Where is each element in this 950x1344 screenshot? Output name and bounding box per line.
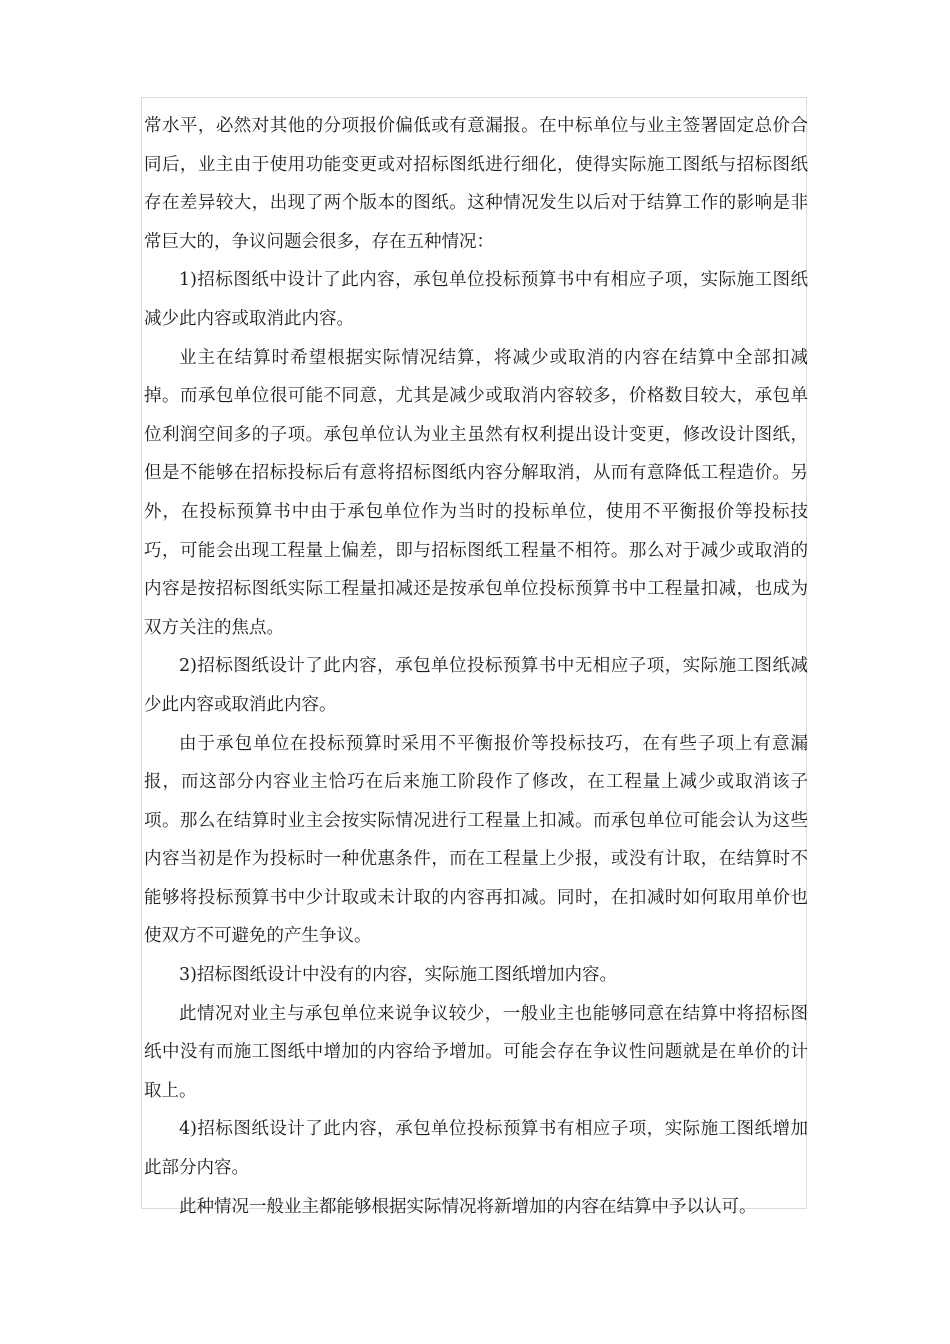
- paragraph-case-4-detail: 此种情况一般业主都能够根据实际情况将新增加的内容在结算中予以认可。: [179, 1196, 757, 1217]
- paragraph-case-1: 1)招标图纸中设计了此内容，承包单位投标预算书中有相应子项，实际施工图纸减少此内容或取消此内容。: [144, 270, 808, 329]
- paragraph-case-2-detail: 由于承包单位在投标预算时采用不平衡报价等投标技巧，在有些子项上有意漏报，而这部分内容业主恰巧在后来施工阶段作了修改，在工程量上减少或取消该子项。那么在结算时业主会按实际情况进行工程量上扣减。而承包单位可能会认为这些内容当初是作为投标时一种优惠条件，而在工程量上少报，或没有计取，在结算时不能够将投标预算书中少计取或未计取的内容再扣减。同时，在扣减时如何取用单价也使双方不可避免的产生争议。: [144, 733, 808, 947]
- paragraph-case-2: 2)招标图纸设计了此内容，承包单位投标预算书中无相应子项，实际施工图纸减少此内容或取消此内容。: [144, 656, 808, 715]
- paragraph-intro: 常水平，必然对其他的分项报价偏低或有意漏报。在中标单位与业主签署固定总价合同后，业主由于使用功能变更或对招标图纸进行细化，使得实际施工图纸与招标图纸存在差异较大，出现了两个版本的图纸。这种情况发生以后对于结算工作的影响是非常巨大的，争议问题会很多，存在五种情况：: [144, 116, 808, 252]
- paragraph-case-3: 3)招标图纸设计中没有的内容，实际施工图纸增加内容。: [179, 965, 617, 986]
- document-body: [144, 107, 808, 1226]
- paragraph-case-1-detail: 业主在结算时希望根据实际情况结算，将减少或取消的内容在结算中全部扣减掉。而承包单位很可能不同意，尤其是减少或取消内容较多，价格数目较大，承包单位利润空间多的子项。承包单位认为业主虽然有权利提出设计变更，修改设计图纸，但是不能够在招标投标后有意将招标图纸内容分解取消，从而有意降低工程造价。另外，在投标预算书中由于承包单位作为当时的投标单位，使用不平衡报价等投标技巧，可能会出现工程量上偏差，即与招标图纸工程量不相符。那么对于减少或取消的内容是按招标图纸实际工程量扣减还是按承包单位投标预算书中工程量扣减，也成为双方关注的焦点。: [144, 347, 808, 638]
- paragraph-case-3-detail: 此情况对业主与承包单位来说争议较少，一般业主也能够同意在结算中将招标图纸中没有而施工图纸中增加的内容给予增加。可能会存在争议性问题就是在单价的计取上。: [144, 1003, 808, 1101]
- paragraph-case-4: 4)招标图纸设计了此内容，承包单位投标预算书有相应子项，实际施工图纸增加此部分内容。: [144, 1119, 808, 1179]
